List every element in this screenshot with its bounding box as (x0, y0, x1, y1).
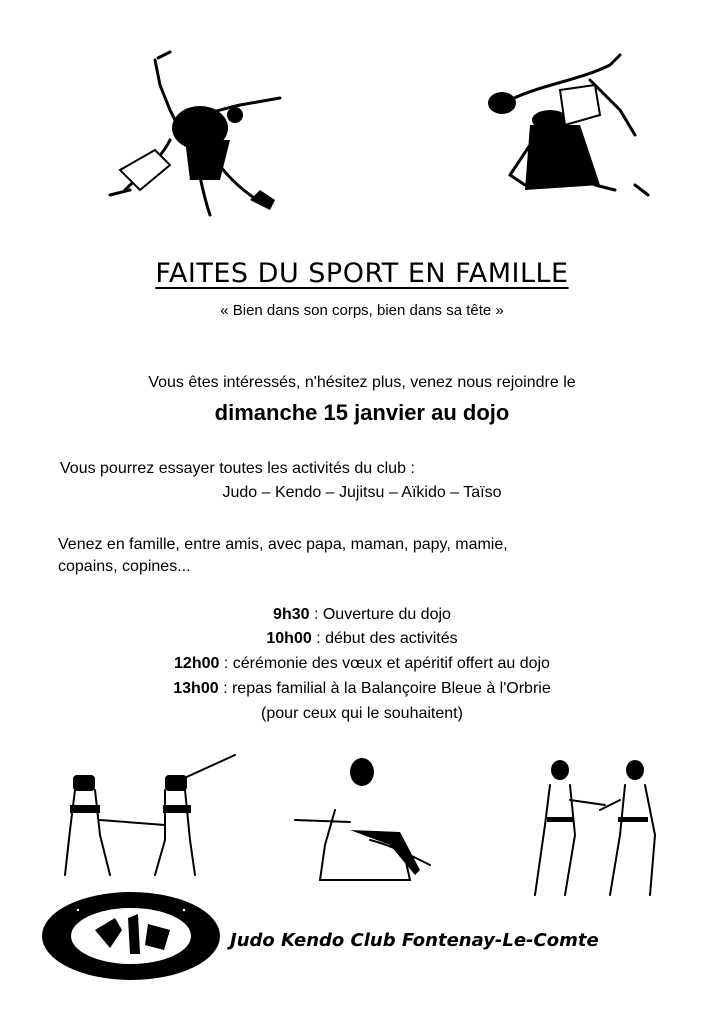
schedule-item: 10h00 : début des activités (266, 630, 458, 647)
family-line-2: copains, copines... (58, 558, 191, 575)
sword-kneeling-illustration (290, 750, 450, 890)
schedule-note: (pour ceux qui le souhaitent) (261, 705, 463, 722)
activities-intro: Vous pourrez essayer toutes les activités du club : (60, 460, 415, 477)
activities-list: Judo – Kendo – Jujitsu – Aïkido – Taïso (222, 484, 502, 501)
intro-line: Vous êtes intéressés, n'hésitez plus, venez nous rejoindre le (148, 374, 576, 391)
family-line-1: Venez en famille, entre amis, avec papa, maman, papy, mamie, (58, 536, 508, 553)
schedule-item: 9h30 : Ouverture du dojo (273, 606, 451, 623)
aikido-throw-illustration (470, 45, 660, 205)
schedule-item: 13h00 : repas familial à la Balançoire Bleue à l'Orbrie (173, 680, 551, 697)
subtitle-quote: « Bien dans son corps, bien dans sa tête » (220, 302, 504, 319)
page-title: FAITES DU SPORT EN FAMILLE (155, 258, 569, 289)
schedule-item: 12h00 : cérémonie des vœux et apéritif offert au dojo (174, 655, 550, 672)
event-date: dimanche 15 janvier au dojo (214, 400, 510, 425)
club-name: Judo Kendo Club Fontenay-Le-Comte (230, 930, 599, 951)
kendo-duel-illustration (55, 750, 245, 890)
jujitsu-defense-illustration (520, 755, 670, 905)
club-logo (40, 890, 222, 982)
judo-throw-illustration (100, 40, 290, 220)
